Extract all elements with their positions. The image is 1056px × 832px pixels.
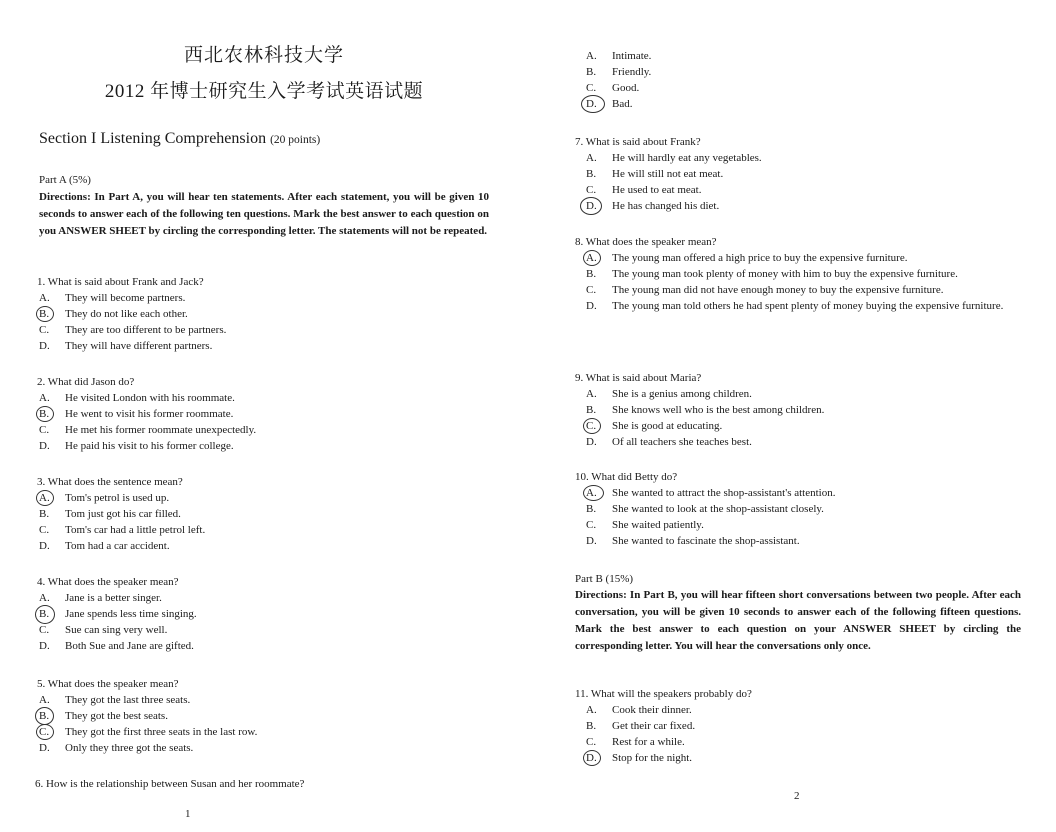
question-stem: 11. What will the speakers probably do? [575,688,752,700]
part-a-directions [39,189,489,240]
option-c: C. She waited patiently. [586,519,704,531]
section-heading [39,130,320,148]
question-2 [37,374,256,454]
question-8 [575,234,1021,314]
question-stem: 5. What does the speaker mean? [37,678,179,690]
question-stem: 10. What did Betty do? [575,471,678,483]
option-b: B. Tom just got his car filled. [39,508,181,520]
option-a: A. They got the last three seats. [39,694,191,706]
directions-text: In Part A, you will hear ten statements. After each statement, you will be given 10 seconds to answer each of the following ten questions. Mark the best answer to each question on you ANSWER SHEET by circling the corresponding letter. The statements will not be repeated. [39,191,490,237]
option-b: B. They got the best seats. [37,708,257,724]
answer-circle-mark [36,406,54,422]
option-a: A. They will become partners. [39,292,186,304]
answer-circle-mark [36,724,54,740]
option-a: A. She is a genius among children. [586,388,752,400]
option-b: B. The young man took plenty of money with him to buy the expensive furniture. [586,268,958,280]
option-d: D. He paid his visit to his former college. [39,440,234,452]
option-c: C. She is good at educating. [584,418,824,434]
part-a-heading: Part A (5%) [39,174,91,186]
option-c: C. Sue can sing very well. [39,624,168,636]
right-page [528,0,1056,832]
option-c: C. They are too different to be partners. [39,324,227,336]
part-b-heading: Part B (15%) [575,573,634,585]
question-stem: 6. How is the relationship between Susan and her roommate? [35,778,305,790]
option-b: B. She wanted to look at the shop-assistant closely. [586,503,824,515]
option-d: D. Bad. [584,96,651,112]
option-c: C. Tom's car had a little petrol left. [39,524,206,536]
answer-circle-mark [35,707,54,725]
answer-circle-mark [36,490,54,506]
page-number: 1 [185,808,191,820]
question-stem: 8. What does the speaker mean? [575,236,717,248]
question-6-options [584,48,651,112]
university-title: 西北农林科技大学 [183,45,344,66]
option-b: B. They do not like each other. [37,306,226,322]
question-6 [35,776,304,792]
option-c: C. He met his former roommate unexpectedly. [39,424,257,436]
section-title: Section I Listening Comprehension [39,130,267,147]
question-1 [37,274,226,354]
question-stem: 7. What is said about Frank? [575,136,701,148]
option-b: B. He went to visit his former roommate. [37,406,256,422]
answer-circle-mark [580,197,602,215]
option-d: D. Stop for the night. [584,750,752,766]
option-d: D. They will have different partners. [39,340,213,352]
option-a: A. Jane is a better singer. [39,592,162,604]
question-7 [575,134,762,214]
question-9 [575,370,824,450]
option-b: B. She knows well who is the best among children. [586,404,825,416]
option-c: C. Rest for a while. [586,736,685,748]
part-b-directions [575,587,1021,655]
question-stem: 3. What does the sentence mean? [37,476,183,488]
question-stem: 9. What is said about Maria? [575,372,702,384]
option-d: D. The young man told others he had spent plenty of money buying the expensive furniture. [586,300,1004,312]
question-5 [37,676,257,756]
option-a: A. Tom's petrol is used up. [37,490,205,506]
question-stem: 2. What did Jason do? [37,376,135,388]
question-4 [37,574,197,654]
section-points: (20 points) [270,134,321,146]
question-10 [575,469,835,549]
option-d: D. Of all teachers she teaches best. [586,436,752,448]
option-a: A. She wanted to attract the shop-assistant's attention. [584,485,835,501]
option-a: A. Intimate. [586,50,652,62]
option-a: A. The young man offered a high price to buy the expensive furniture. [584,250,1021,266]
answer-circle-mark [583,750,601,766]
directions-text: In Part B, you will hear fifteen short conversations between two people. After each conversation, you will be given 10 seconds to answer each of the following fifteen questions. Mark the best answer to each question on your ANSWER SHEET by circling the corresponding letter. You will hear the conversations only once. [575,589,1021,652]
answer-circle-mark [583,250,601,266]
question-stem: 1. What is said about Frank and Jack? [37,276,204,288]
question-stem: 4. What does the speaker mean? [37,576,179,588]
option-c: C. Good. [586,82,640,94]
directions-label: Directions: [575,589,627,601]
option-d: D. She wanted to fascinate the shop-assistant. [586,535,800,547]
page-number: 2 [794,790,800,802]
option-b: B. Jane spends less time singing. [37,606,197,622]
option-d: D. Both Sue and Jane are gifted. [39,640,194,652]
option-b: B. He will still not eat meat. [586,168,724,180]
exam-title: 2012 年博士研究生入学考试英语试题 [104,81,424,102]
option-c: C. The young man did not have enough money to buy the expensive furniture. [586,284,944,296]
option-c: C. They got the first three seats in the last row. [37,724,257,740]
answer-circle-mark [583,485,604,501]
option-c: C. He used to eat meat. [586,184,702,196]
option-d: D. He has changed his diet. [584,198,762,214]
option-a: A. Cook their dinner. [586,704,692,716]
option-d: D. Tom had a car accident. [39,540,170,552]
option-b: B. Friendly. [586,66,652,78]
answer-circle-mark [583,418,601,434]
question-11 [575,686,752,766]
option-a: A. He visited London with his roommate. [39,392,235,404]
answer-circle-mark [36,306,54,322]
answer-circle-mark [581,95,605,113]
option-d: D. Only they three got the seats. [39,742,194,754]
option-a: A. He will hardly eat any vegetables. [586,152,762,164]
option-b: B. Get their car fixed. [586,720,696,732]
question-3 [37,474,205,554]
directions-label: Directions: [39,191,91,203]
